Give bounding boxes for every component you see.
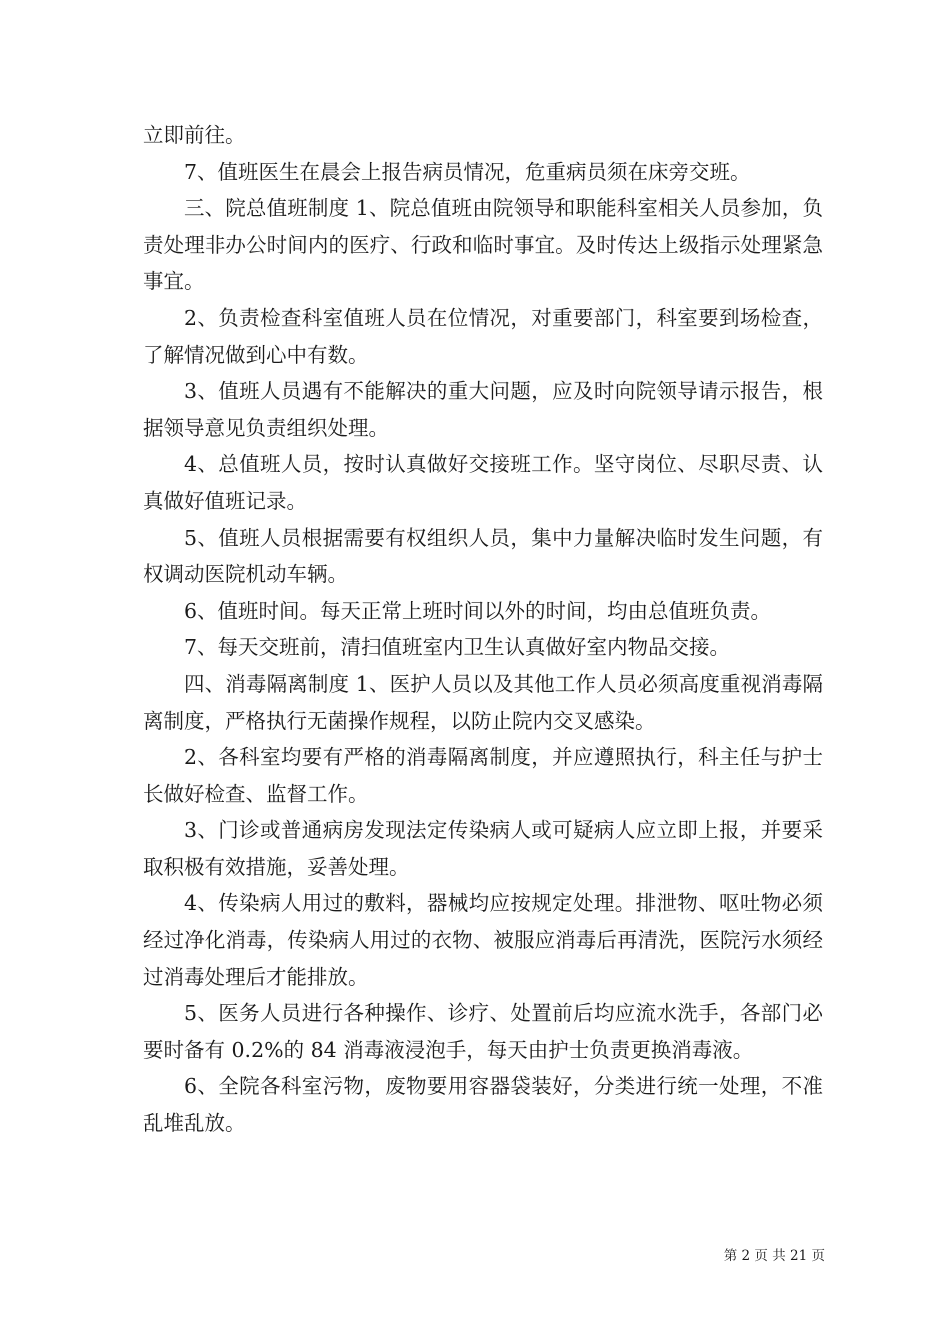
body-paragraph: 四、消毒隔离制度 1、医护人员以及其他工作人员必须高度重视消毒隔离制度，严格执行无菌操作规程，以防止院内交叉感染。 (143, 671, 823, 733)
body-paragraph: 3、值班人员遇有不能解决的重大问题，应及时向院领导请示报告，根据领导意见负责组织处理。 (143, 379, 823, 440)
body-paragraph: 4、总值班人员，按时认真做好交接班工作。坚守岗位、尽职尽责、认真做好值班记录。 (143, 452, 823, 513)
document-body (143, 117, 823, 1142)
body-paragraph: 2、各科室均要有严格的消毒隔离制度，并应遵照执行，科主任与护士长做好检查、监督工作。 (143, 745, 823, 806)
body-paragraph: 7、每天交班前，清扫值班室内卫生认真做好室内物品交接。 (184, 635, 731, 660)
body-paragraph: 立即前往。 (143, 123, 246, 147)
body-paragraph: 2、负责检查科室值班人员在位情况，对重要部门，科室要到场检查，了解情况做到心中有数。 (143, 305, 823, 367)
body-paragraph: 5、值班人员根据需要有权组织人员，集中力量解决临时发生问题，有权调动医院机动车辆。 (143, 525, 823, 587)
page-number-footer: 第 2 页 共 21 页 (723, 1248, 825, 1264)
body-paragraph: 6、全院各科室污物，废物要用容器袋装好，分类进行统一处理，不准乱堆乱放。 (143, 1074, 823, 1136)
body-paragraph: 4、传染病人用过的敷料，器械均应按规定处理。排泄物、呕吐物必须经过净化消毒，传染病人用过的衣物、被服应消毒后再清洗，医院污水须经过消毒处理后才能排放。 (143, 891, 823, 989)
body-paragraph: 3、门诊或普通病房发现法定传染病人或可疑病人应立即上报，并要采取积极有效措施，妥善处理。 (143, 818, 823, 879)
body-paragraph: 三、院总值班制度 1、院总值班由院领导和职能科室相关人员参加，负责处理非办公时间内的医疗、行政和临时事宜。及时传达上级指示处理紧急事宜。 (143, 196, 823, 294)
body-paragraph: 6、值班时间。每天正常上班时间以外的时间，均由总值班负责。 (184, 598, 772, 623)
body-paragraph: 5、医务人员进行各种操作、诊疗、处置前后均应流水洗手，各部门必要时备有 0.2%的 84 消毒液浸泡手，每天由护士负责更换消毒液。 (143, 1001, 823, 1062)
body-paragraph: 7、值班医生在晨会上报告病员情况，危重病员须在床旁交班。 (184, 159, 751, 184)
